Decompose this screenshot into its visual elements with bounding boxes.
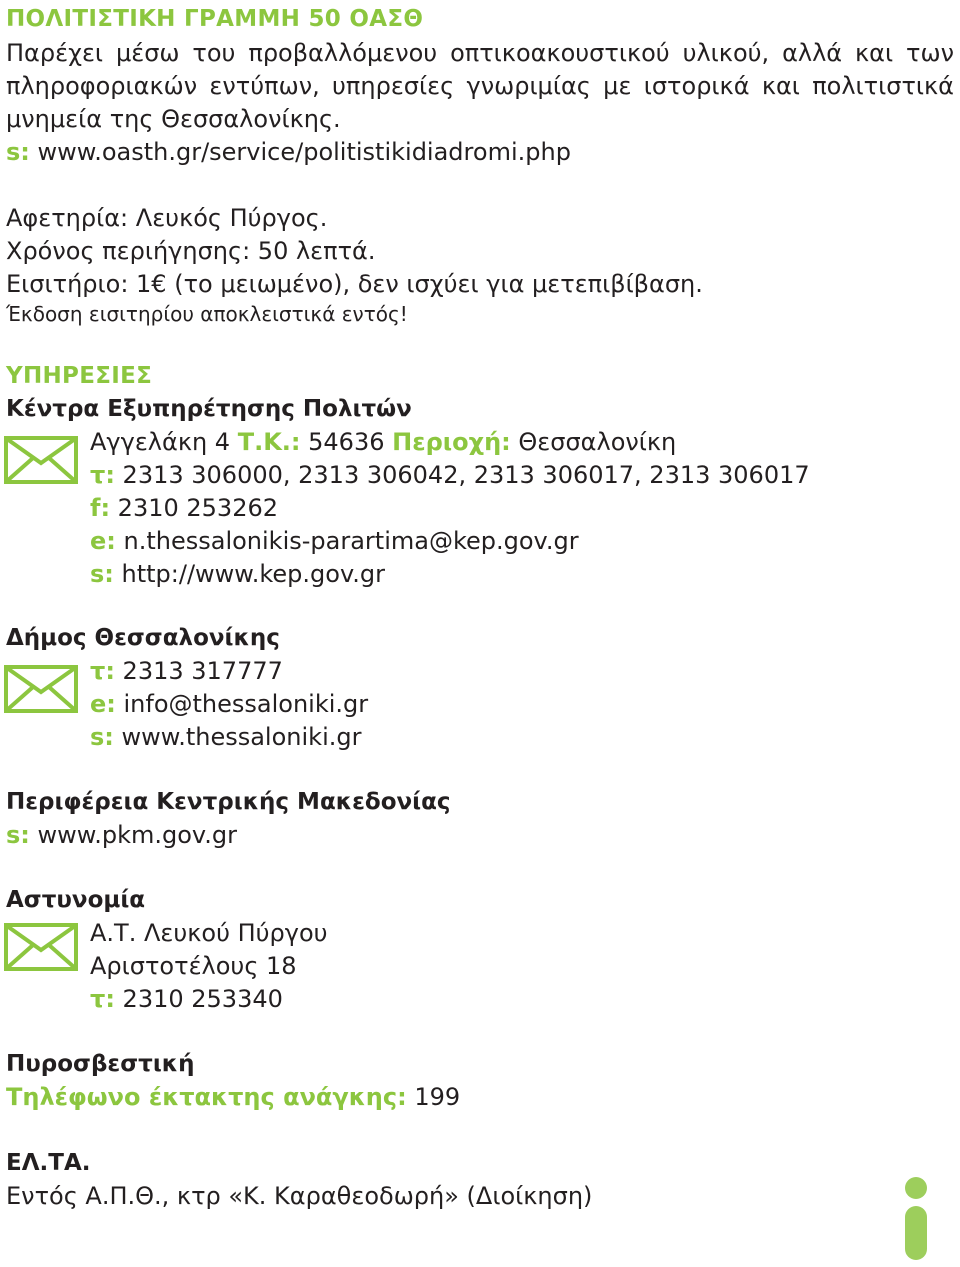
culture-ticket [6, 268, 703, 301]
kep-site [90, 558, 385, 591]
site-label: s: [6, 138, 30, 166]
dimos-tel-value[interactable]: 2313 317777 [114, 657, 283, 685]
kep-fax-value: 2310 253262 [110, 494, 278, 522]
services-title: ΥΠΗΡΕΣΙΕΣ [6, 363, 153, 389]
kep-address-value: Αγγελάκη 4 [90, 428, 238, 456]
culture-duration [6, 235, 376, 268]
area-value: Θεσσαλονίκη [510, 428, 677, 456]
tel-label: τ: [90, 657, 115, 685]
region-site-link[interactable]: www.pkm.gov.gr [29, 821, 237, 849]
culture-start [6, 202, 327, 235]
site-label: s: [90, 723, 114, 751]
emergency-value[interactable]: 199 [406, 1083, 461, 1111]
start-value: Λευκός Πύργος. [128, 204, 328, 232]
police-address: Αριστοτέλους 18 [90, 952, 297, 980]
envelope-icon [4, 436, 78, 484]
ticket-label: Εισιτήριο: [6, 270, 129, 298]
info-icon [902, 1176, 930, 1262]
ticket-note: Έκδοση εισιτηρίου αποκλειστικά εντός! [6, 302, 408, 326]
elta-address: Εντός Α.Π.Θ., κτρ «Κ. Καραθεοδωρή» (Διοίκηση) [6, 1182, 593, 1210]
elta-heading: ΕΛ.ΤΑ. [6, 1150, 91, 1176]
postcode-label: Τ.Κ.: [237, 428, 301, 456]
kep-address [90, 426, 676, 459]
culture-text-line-1: Παρέχει μέσω του προβαλλόμενου οπτικοακουστικού υλικού, αλλά και των [6, 39, 954, 67]
police-tel [90, 983, 283, 1016]
emergency-label: Τηλέφωνο έκτακτης ανάγκης: [6, 1083, 407, 1111]
envelope-icon [4, 923, 78, 971]
region-heading: Περιφέρεια Κεντρικής Μακεδονίας [6, 789, 451, 815]
kep-email-link[interactable]: n.thessalonikis-parartima@kep.gov.gr [115, 527, 579, 555]
kep-tel [90, 459, 810, 492]
dimos-site [90, 721, 361, 754]
dimos-email [90, 688, 368, 721]
dimos-heading: Δήμος Θεσσαλονίκης [6, 625, 280, 651]
kep-heading: Κέντρα Εξυπηρέτησης Πολιτών [6, 396, 412, 422]
culture-text-line-2: πληροφοριακών εντύπων, υπηρεσίες γνωριμίας με ιστορικά και πολιτιστικά [6, 72, 954, 100]
fire-heading: Πυροσβεστική [6, 1051, 195, 1077]
culture-site [6, 136, 571, 169]
dimos-email-link[interactable]: info@thessaloniki.gr [115, 690, 369, 718]
kep-site-link[interactable]: http://www.kep.gov.gr [113, 560, 386, 588]
culture-text-line-3: μνημεία της Θεσσαλονίκης. [6, 105, 341, 133]
site-label: s: [6, 821, 30, 849]
fax-label: f: [90, 494, 111, 522]
email-label: e: [90, 690, 116, 718]
dimos-site-link[interactable]: www.thessaloniki.gr [113, 723, 362, 751]
tel-label: τ: [90, 985, 115, 1013]
ticket-value: 1€ (το μειωμένο), δεν ισχύει για μετεπιβίβαση. [128, 270, 703, 298]
site-label: s: [90, 560, 114, 588]
duration-value: 50 λεπτά. [250, 237, 376, 265]
postcode-value: 54636 [300, 428, 393, 456]
fire-emergency [6, 1081, 460, 1114]
culture-title: ΠΟΛΙΤΙΣΤΙΚΗ ΓΡΑΜΜΗ 50 ΟΑΣΘ [6, 6, 424, 32]
email-label: e: [90, 527, 116, 555]
kep-fax [90, 492, 278, 525]
kep-tel-value[interactable]: 2313 306000, 2313 306042, 2313 306017, 2313 306017 [114, 461, 810, 489]
tel-label: τ: [90, 461, 115, 489]
police-tel-value[interactable]: 2310 253340 [114, 985, 283, 1013]
culture-site-link[interactable]: www.oasth.gr/service/politistikidiadromi.php [29, 138, 571, 166]
envelope-icon [4, 665, 78, 713]
dimos-tel [90, 655, 283, 688]
start-label: Αφετηρία: [6, 204, 129, 232]
police-station: Α.Τ. Λευκού Πύργου [90, 919, 328, 947]
kep-email [90, 525, 579, 558]
area-label: Περιοχή: [392, 428, 511, 456]
police-heading: Αστυνομία [6, 887, 146, 913]
region-site [6, 819, 237, 852]
duration-label: Χρόνος περιήγησης: [6, 237, 251, 265]
